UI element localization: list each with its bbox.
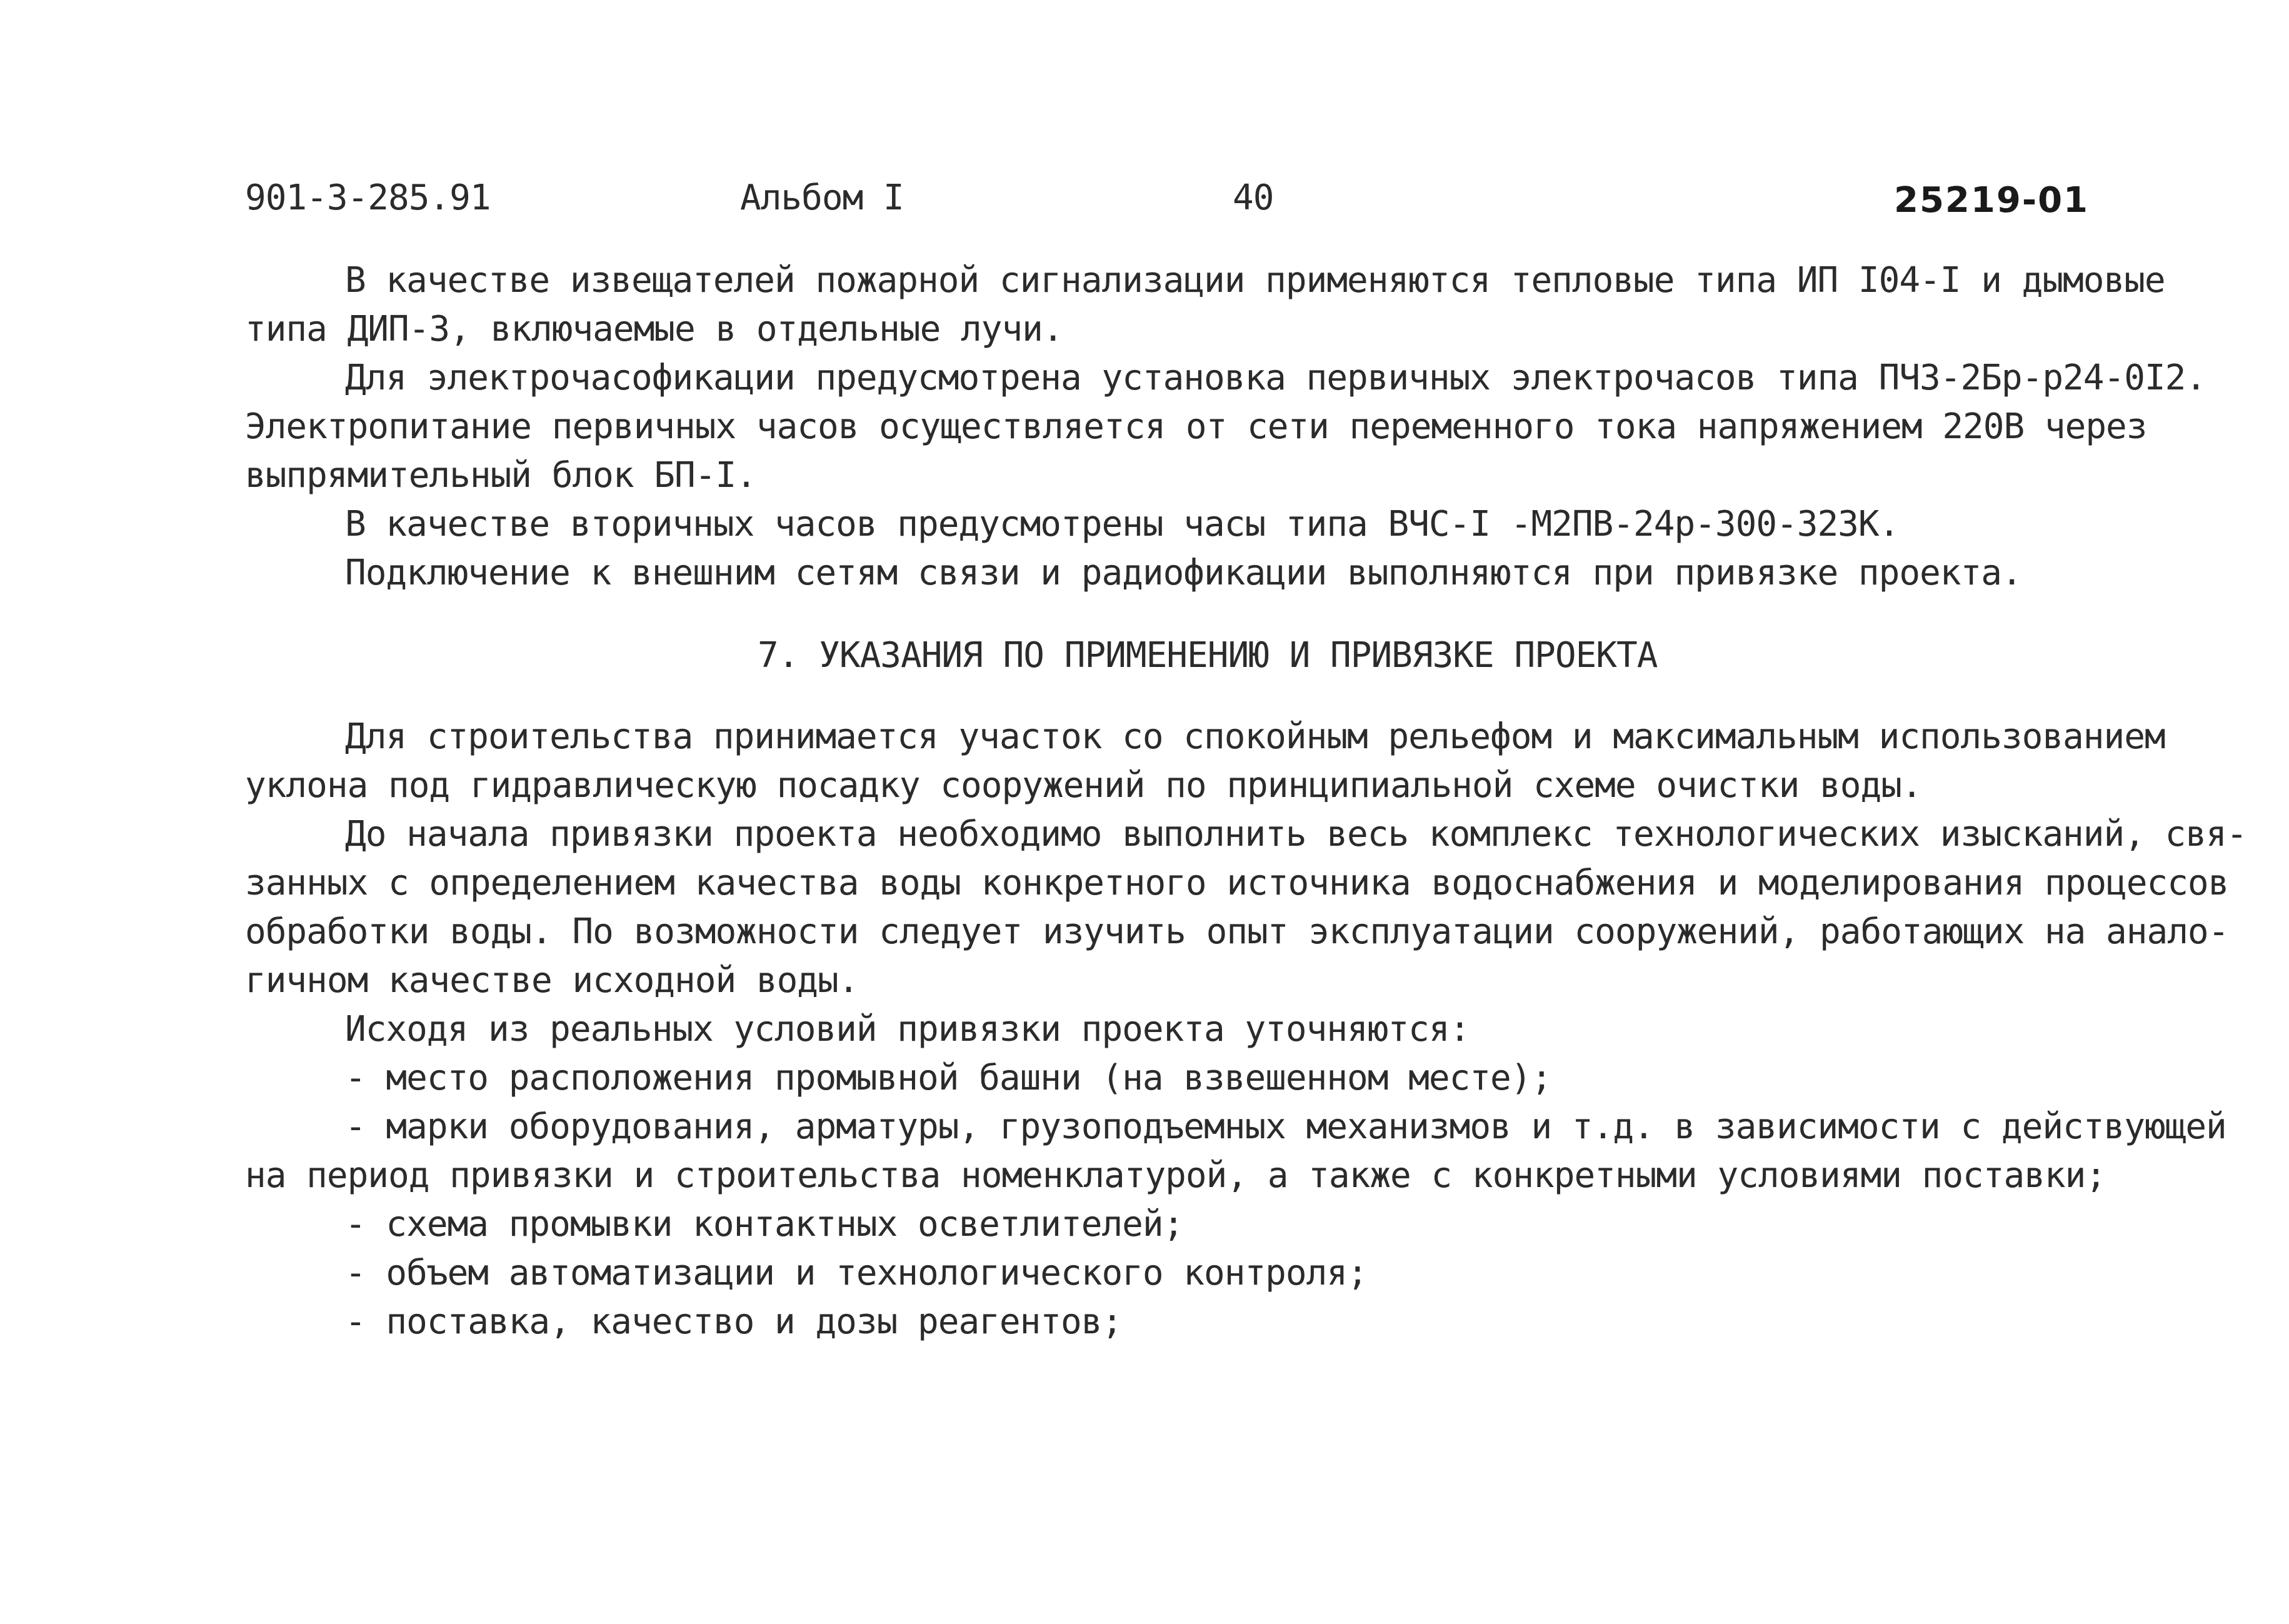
document-code: 901-3-285.91 — [245, 178, 491, 218]
page-number: 40 — [1233, 178, 1274, 218]
list-item: - схема промывки контактных осветлителей; — [345, 1204, 1184, 1245]
text-line: До начала привязки проекта необходимо выполнить весь комплекс технологических изысканий, свя- — [345, 814, 2247, 855]
list-item: - место расположения промывной башни (на взвешенном месте); — [345, 1058, 1552, 1098]
text-line: Электропитание первичных часов осуществляется от сети переменного тока напряжением 220В через — [245, 406, 2147, 447]
text-line: В качестве вторичных часов предусмотрены часы типа ВЧС-I -М2ПВ-24р-300-323К. — [345, 504, 1900, 544]
text-line: уклона под гидравлическую посадку сооружений по принципиальной схеме очистки воды. — [245, 765, 1922, 806]
text-line: обработки воды. По возможности следует изучить опыт эксплуатации сооружений, работающих на анало- — [245, 911, 2229, 952]
text-line: занных с определением качества воды конкретного источника водоснабжения и моделирования процессов — [245, 863, 2229, 903]
text-line: Подключение к внешним сетям связи и радиофикации выполняются при привязке проекта. — [345, 553, 2022, 593]
section-heading: 7. УКАЗАНИЯ ПО ПРИМЕНЕНИЮ И ПРИВЯЗКЕ ПРОЕКТА — [758, 635, 1658, 676]
text-line: типа ДИП-3, включаемые в отдельные лучи. — [245, 309, 1063, 349]
application-instructions-text-block — [245, 713, 2247, 1346]
text-line: на период привязки и строительства номенклатурой, а также с конкретными условиями поставки; — [245, 1155, 2106, 1196]
list-item: - объем автоматизации и технологического контроля; — [345, 1253, 1368, 1293]
text-line: гичном качестве исходной воды. — [245, 960, 859, 1001]
signalling-clock-text-block — [245, 256, 2206, 598]
album-label: Альбом I — [740, 178, 904, 218]
text-line: Для электрочасофикации предусмотрена установка первичных электрочасов типа ПЧЗ-2Бр-р24-0I2. — [345, 358, 2206, 398]
list-item: - поставка, качество и дозы реагентов; — [345, 1301, 1123, 1342]
list-item: - марки оборудования, арматуры, грузоподъемных механизмов и т.д. в зависимости с действующей — [345, 1106, 2226, 1147]
text-line: Исходя из реальных условий привязки проекта уточняются: — [345, 1009, 1470, 1050]
text-line: В качестве извещателей пожарной сигнализации применяются тепловые типа ИП I04-I и дымовые — [345, 260, 2165, 301]
inventory-stamp: 25219-01 — [1894, 180, 2089, 221]
text-line: выпрямительный блок БП-I. — [245, 455, 756, 496]
text-line: Для строительства принимается участок со спокойным рельефом и максимальным использованием — [345, 716, 2165, 757]
